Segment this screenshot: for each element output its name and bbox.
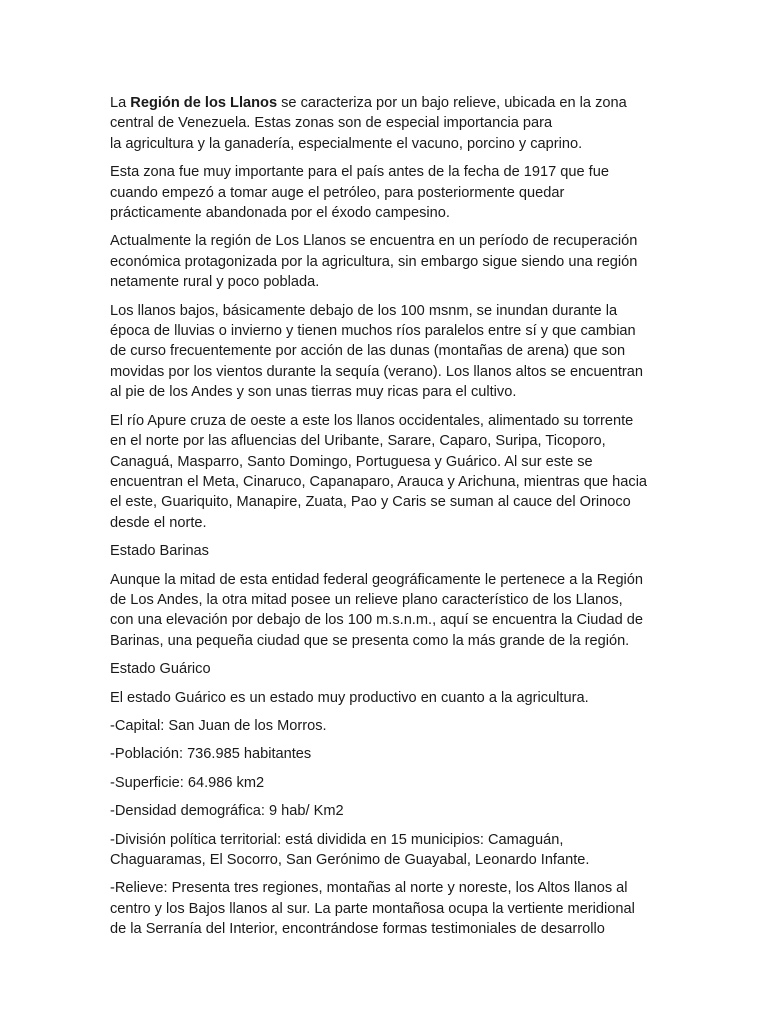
text-line: Canaguá, Masparro, Santo Domingo, Portuguesa y Guárico. Al sur este se [110, 453, 593, 470]
intro-bold-title: Región de los Llanos [130, 95, 278, 111]
text-line: cuando empezó a tomar auge el petróleo, para posteriormente quedar [110, 184, 565, 201]
intro-paragraph [110, 93, 662, 154]
text-line: encuentran el Meta, Cinaruco, Capanaparo, Arauca y Arichuna, mientras que hacia [110, 473, 648, 490]
text-line: Actualmente la región de Los Llanos se encuentra en un período de recuperación [110, 233, 638, 250]
text-line: en el norte por las afluencias del Uribante, Sarare, Caparo, Suripa, Ticoporo, [110, 433, 606, 450]
area-item: -Superficie: 64.986 km2 [110, 774, 265, 791]
text-line: Chaguaramas, El Socorro, San Gerónimo de Guayabal, Leonardo Infante. [110, 852, 590, 868]
text-line: El río Apure cruza de oeste a este los llanos occidentales, alimentado su torrente [110, 412, 634, 429]
text-line: de curso frecuentemente por acción de las dunas (montañas de arena) que son [110, 343, 626, 360]
guarico-paragraph: El estado Guárico es un estado muy productivo en cuanto a la agricultura. [110, 689, 589, 706]
text-line: netamente rural y poco poblada. [110, 274, 320, 291]
current-status-paragraph [110, 231, 662, 292]
text-line: Aunque la mitad de esta entidad federal geográficamente le pertenece a la Región [110, 571, 644, 588]
text-line: Esta zona fue muy importante para el país antes de la fecha de 1917 que fue [110, 164, 609, 181]
text-line: Los llanos bajos, básicamente debajo de los 100 msnm, se inundan durante la [110, 302, 618, 319]
text-line: Barinas, una pequeña ciudad que se presenta como la más grande de la región. [110, 632, 630, 649]
capital-item: -Capital: San Juan de los Morros. [110, 717, 327, 734]
document-page [110, 93, 662, 948]
text-line: de la Serranía del Interior, encontrándose formas testimoniales de desarrollo [110, 921, 605, 938]
text-line: movidas por los vientos durante la sequía (verano). Los llanos altos se encuentran [110, 363, 643, 380]
text-line: de Los Andes, la otra mitad posee un relieve plano característico de los Llanos, [110, 591, 623, 608]
relief-item [110, 878, 662, 939]
text-line: económica protagonizada por la agricultura, sin embargo sigue siendo una región [110, 253, 638, 270]
low-plains-paragraph [110, 301, 662, 403]
heading-guarico: Estado Guárico [110, 661, 211, 678]
density-item: -Densidad demográfica: 9 hab/ Km2 [110, 803, 344, 820]
intro-line-2: central de Venezuela. Estas zonas son de especial importancia para [110, 115, 553, 132]
text-line: desde el norte. [110, 514, 207, 531]
intro-line-1: se caracteriza por un bajo relieve, ubicada en la zona [277, 95, 627, 111]
text-line: centro y los Bajos llanos al sur. La parte montañosa ocupa la vertiente meridional [110, 900, 635, 917]
barinas-paragraph [110, 570, 662, 652]
intro-line-3: la agricultura y la ganadería, especialmente el vacuno, porcino y caprino. [110, 135, 583, 152]
intro-lead: La [110, 95, 131, 111]
text-line: con una elevación por debajo de los 100 m.s.n.m., aquí se encuentra la Ciudad de [110, 612, 644, 629]
rivers-paragraph [110, 411, 662, 533]
population-item: -Población: 736.985 habitantes [110, 746, 312, 763]
political-division-item [110, 830, 662, 871]
text-line: -Relieve: Presenta tres regiones, montañas al norte y noreste, los Altos llanos al [110, 880, 628, 897]
text-line: época de lluvias o invierno y tienen muchos ríos paralelos entre sí y que cambian [110, 323, 636, 340]
text-line: prácticamente abandonada por el éxodo campesino. [110, 205, 450, 222]
heading-barinas: Estado Barinas [110, 543, 209, 560]
text-line: -División política territorial: está dividida en 15 municipios: Camaguán, [110, 831, 564, 848]
text-line: al pie de los Andes y son unas tierras muy ricas para el cultivo. [110, 384, 517, 401]
text-line: el este, Guariquito, Manapire, Zuata, Pao y Caris se suman al cauce del Orinoco [110, 494, 631, 511]
history-paragraph [110, 162, 662, 223]
